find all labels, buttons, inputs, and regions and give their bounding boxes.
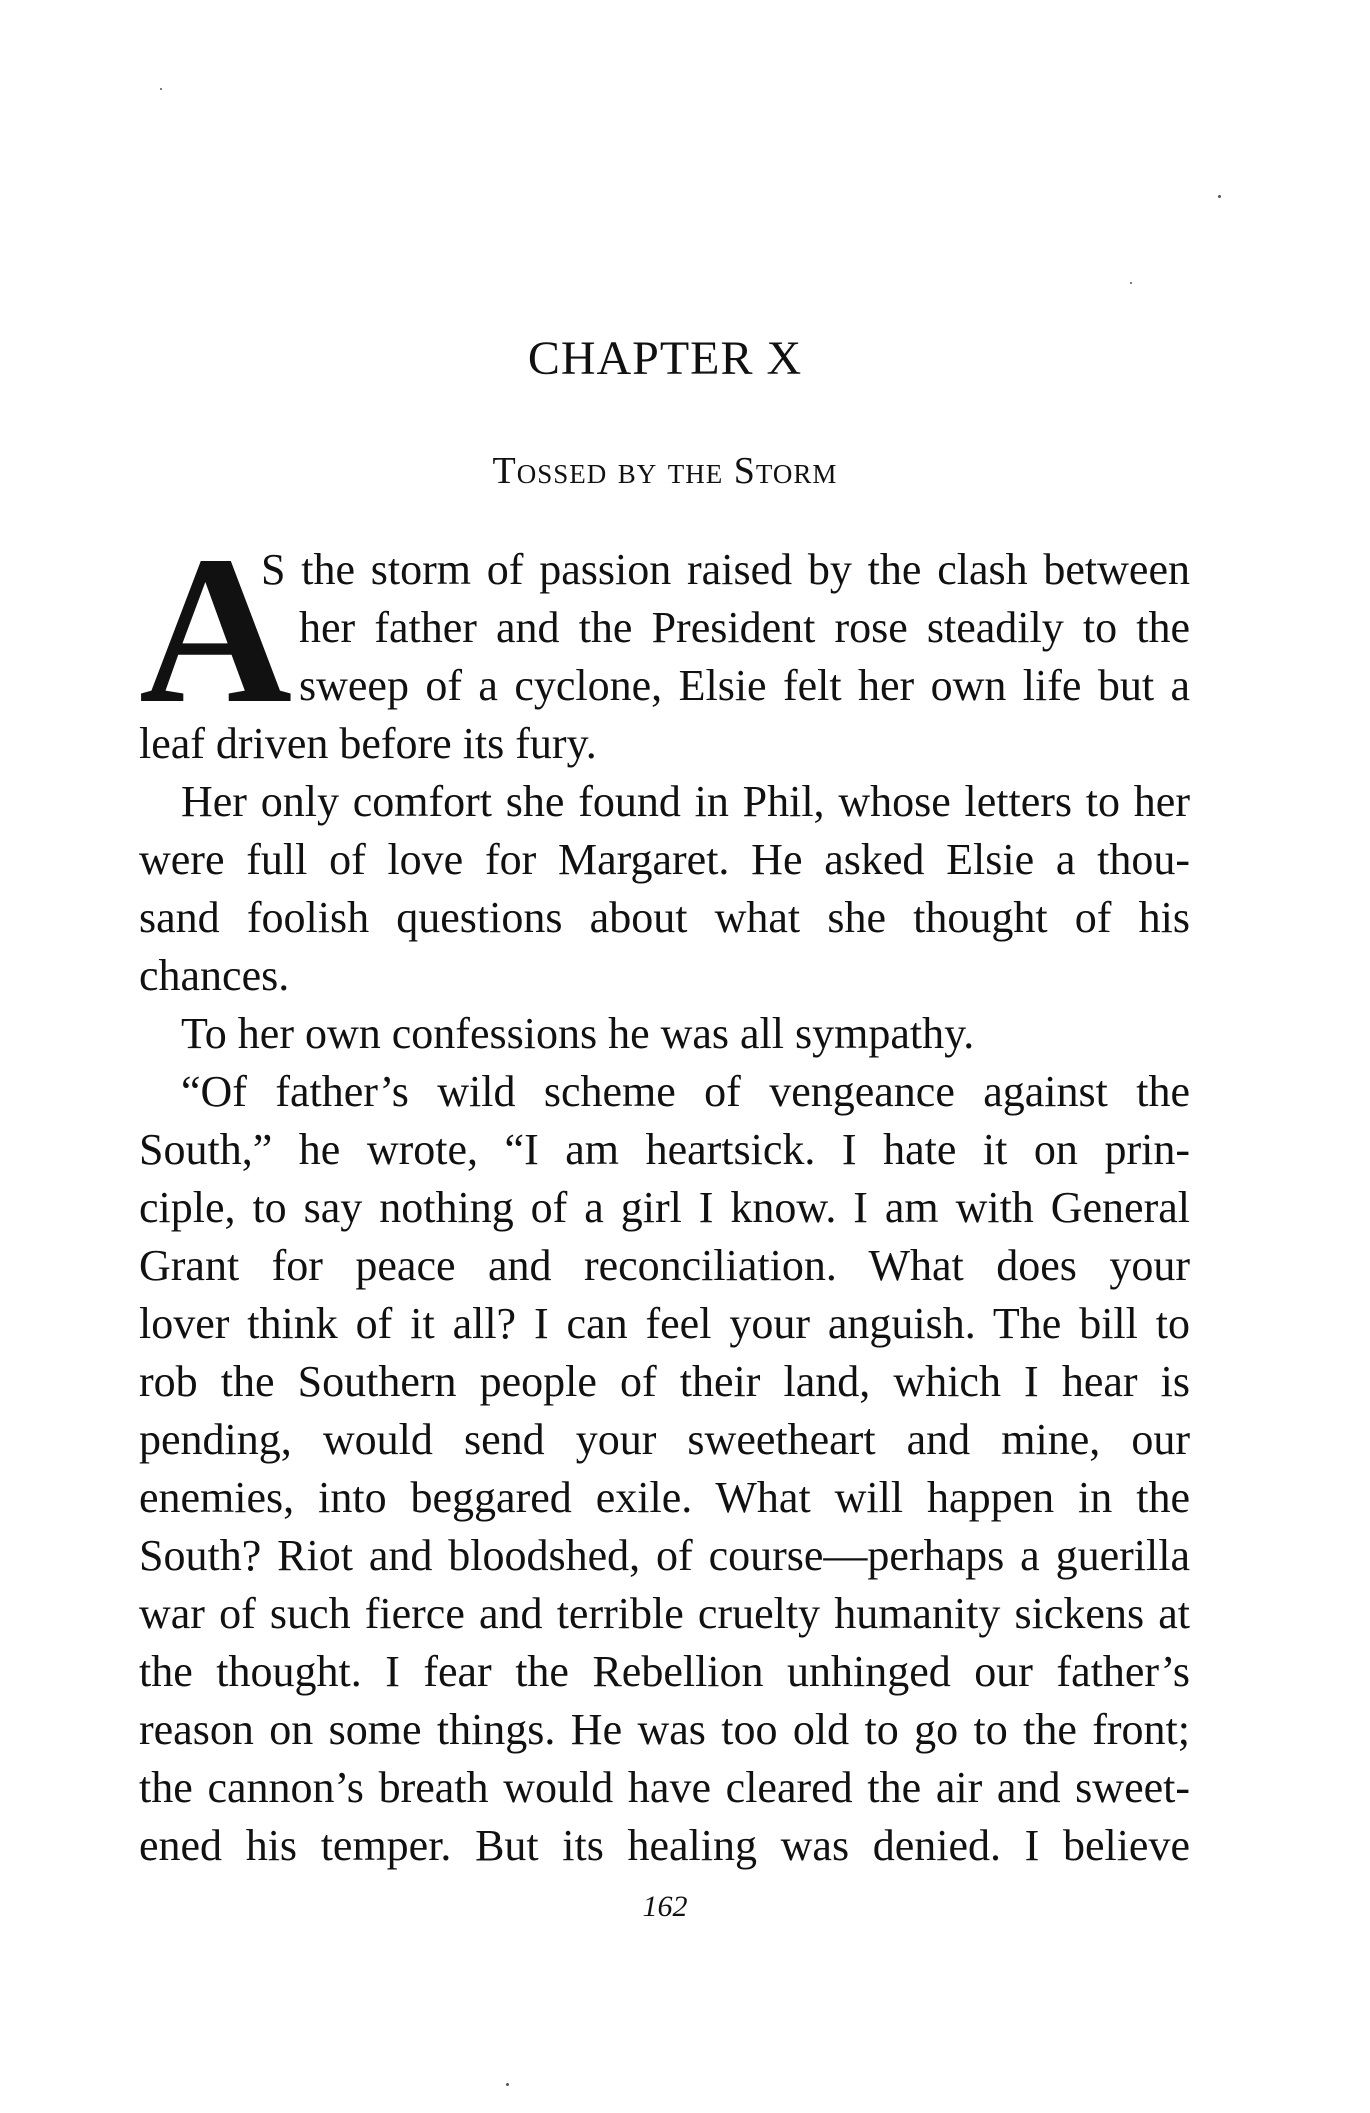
body-text <box>139 512 1190 1875</box>
chapter-title: CHAPTER X <box>527 332 803 385</box>
text-line: enemies, into beggared exile. What will happen in the <box>139 1473 1190 1522</box>
text-line: rob the Southern people of their land, which I hear is <box>139 1357 1190 1406</box>
text-line: reason on some things. He was too old to go to the front; <box>139 1705 1190 1754</box>
text-line: leaf driven before its fury. <box>139 719 597 768</box>
text-line: were full of love for Margaret. He asked Elsie a thou- <box>139 835 1190 884</box>
text-line: sweep of a cyclone, Elsie felt her own life but a <box>299 661 1190 710</box>
text-line: chances. <box>139 951 290 1000</box>
text-line: ciple, to say nothing of a girl I know. I am with General <box>139 1183 1190 1232</box>
text-line: To her own confessions he was all sympathy. <box>181 1009 975 1058</box>
text-line: “Of father’s wild scheme of vengeance against the <box>181 1067 1190 1116</box>
drop-cap: A <box>139 512 293 747</box>
scan-speck <box>1130 282 1132 284</box>
text-line: South,” he wrote, “I am heartsick. I hate it on prin- <box>139 1125 1190 1174</box>
text-line: her father and the President rose steadily to the <box>299 603 1190 652</box>
text-line: South? Riot and bloodshed, of course—perhaps a guerilla <box>139 1531 1190 1580</box>
page-number: 162 <box>642 1890 688 1923</box>
text-line: the cannon’s breath would have cleared the air and sweet- <box>139 1763 1190 1812</box>
text-line: the thought. I fear the Rebellion unhinged our father’s <box>139 1647 1190 1696</box>
text-line: lover think of it all? I can feel your anguish. The bill to <box>139 1299 1190 1348</box>
scan-speck <box>506 2083 509 2086</box>
chapter-subtitle: Tossed by the Storm <box>492 450 838 492</box>
text-line: war of such fierce and terrible cruelty humanity sickens at <box>139 1589 1190 1638</box>
text-line: S the storm of passion raised by the clash between <box>261 545 1190 594</box>
text-line: pending, would send your sweetheart and mine, our <box>139 1415 1190 1464</box>
text-line: Her only comfort she found in Phil, whose letters to her <box>181 777 1190 826</box>
scan-speck <box>1218 195 1221 198</box>
text-line: sand foolish questions about what she thought of his <box>139 893 1190 942</box>
scan-speck <box>160 88 162 90</box>
text-line: ened his temper. But its healing was denied. I believe <box>139 1821 1190 1870</box>
text-line: Grant for peace and reconciliation. What does your <box>139 1241 1190 1290</box>
